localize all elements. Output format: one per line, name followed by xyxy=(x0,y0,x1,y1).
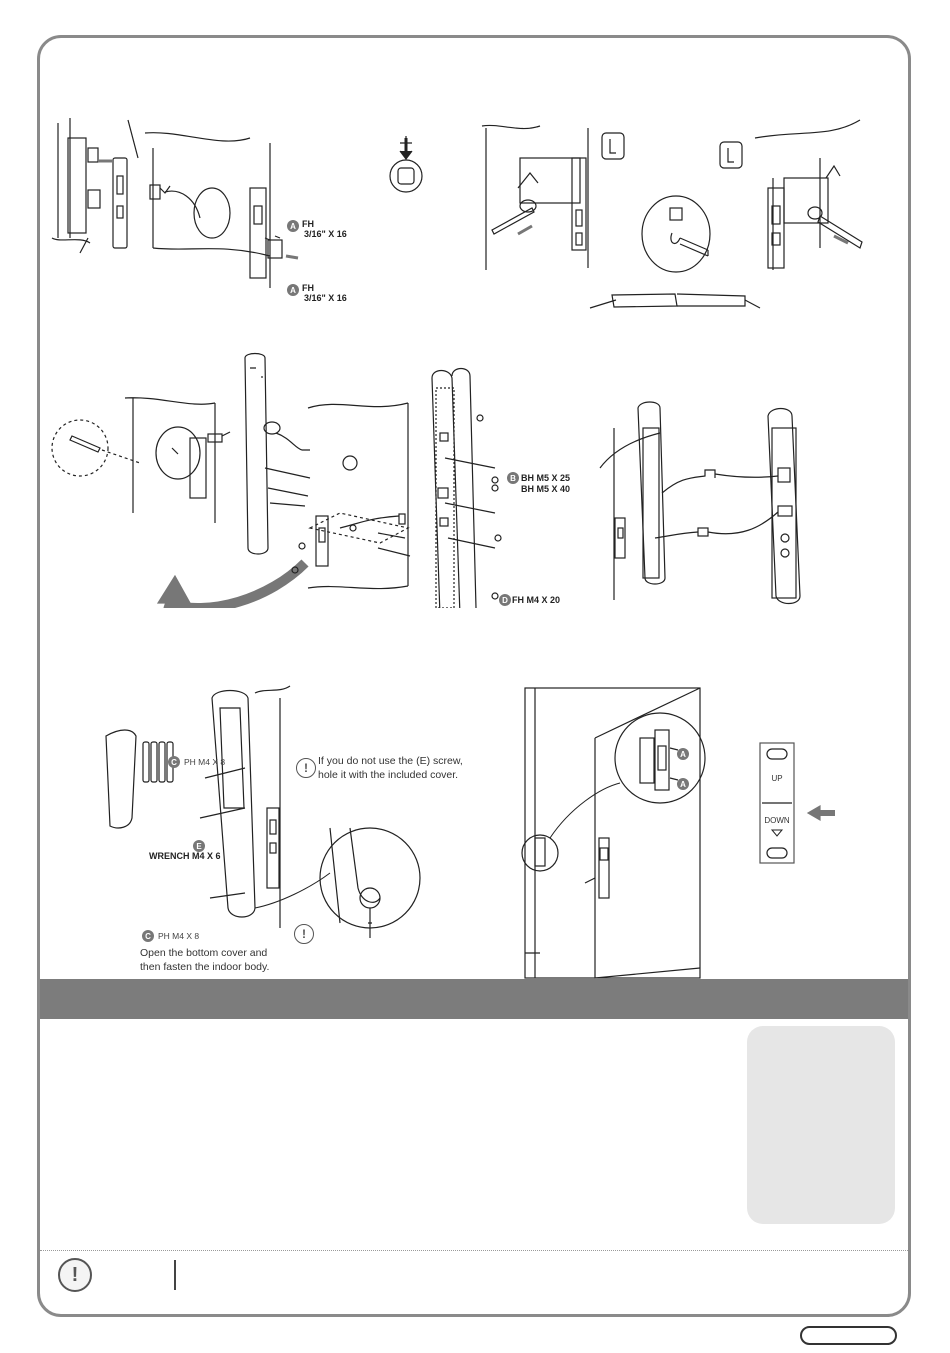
marker-a: A xyxy=(290,222,296,231)
bottom-cover-caption-line1: Open the bottom cover and xyxy=(140,947,268,959)
page-number-box xyxy=(800,1326,897,1345)
bottom-cover-caption xyxy=(140,946,269,974)
marker-b: B xyxy=(510,474,516,483)
marker-e: E xyxy=(196,842,202,851)
section-header-band xyxy=(40,979,908,1019)
marker-a: A xyxy=(680,780,686,789)
screw-bh-40: BH M5 X 40 xyxy=(521,484,571,494)
screw-ph-m4-8: PH M4 X 8 xyxy=(158,931,200,941)
caution-icon: ! xyxy=(58,1258,92,1292)
screw-fh-size: 3/16" X 16 xyxy=(304,229,347,239)
screw-wrench-m4-6: WRENCH M4 X 6 xyxy=(149,851,221,861)
e-screw-caption-line2: hole it with the included cover. xyxy=(318,769,459,781)
screw-bh-25: BH M5 X 25 xyxy=(521,473,571,483)
caution-icon: ! xyxy=(296,758,316,778)
screw-fh-label: FH xyxy=(302,283,314,293)
mortise-illustration xyxy=(40,38,911,338)
caution-divider xyxy=(174,1260,176,1290)
caution-icon: ! xyxy=(294,924,314,944)
e-screw-caption-line1: If you do not use the (E) screw, xyxy=(318,755,463,767)
marker-a: A xyxy=(680,750,686,759)
screw-fh-label: FH xyxy=(302,219,314,229)
screw-fh-size: 3/16" X 16 xyxy=(304,293,347,303)
page-frame xyxy=(37,35,911,1317)
battery-cover-illustration xyxy=(40,658,911,988)
marker-d: D xyxy=(502,596,508,605)
switch-down-label: DOWN xyxy=(764,816,790,825)
body-assembly-illustration xyxy=(40,338,911,608)
marker-c: C xyxy=(171,758,177,767)
dotted-divider xyxy=(40,1250,908,1251)
switch-up-label: UP xyxy=(771,774,783,783)
screw-ph-m4-8: PH M4 X 8 xyxy=(184,757,226,767)
marker-a: A xyxy=(290,286,296,295)
note-panel xyxy=(747,1026,895,1224)
bottom-cover-caption-line2: then fasten the indoor body. xyxy=(140,961,270,973)
e-screw-caption xyxy=(318,754,463,782)
marker-c: C xyxy=(145,932,151,941)
screw-fh-m4-20: FH M4 X 20 xyxy=(512,595,561,605)
